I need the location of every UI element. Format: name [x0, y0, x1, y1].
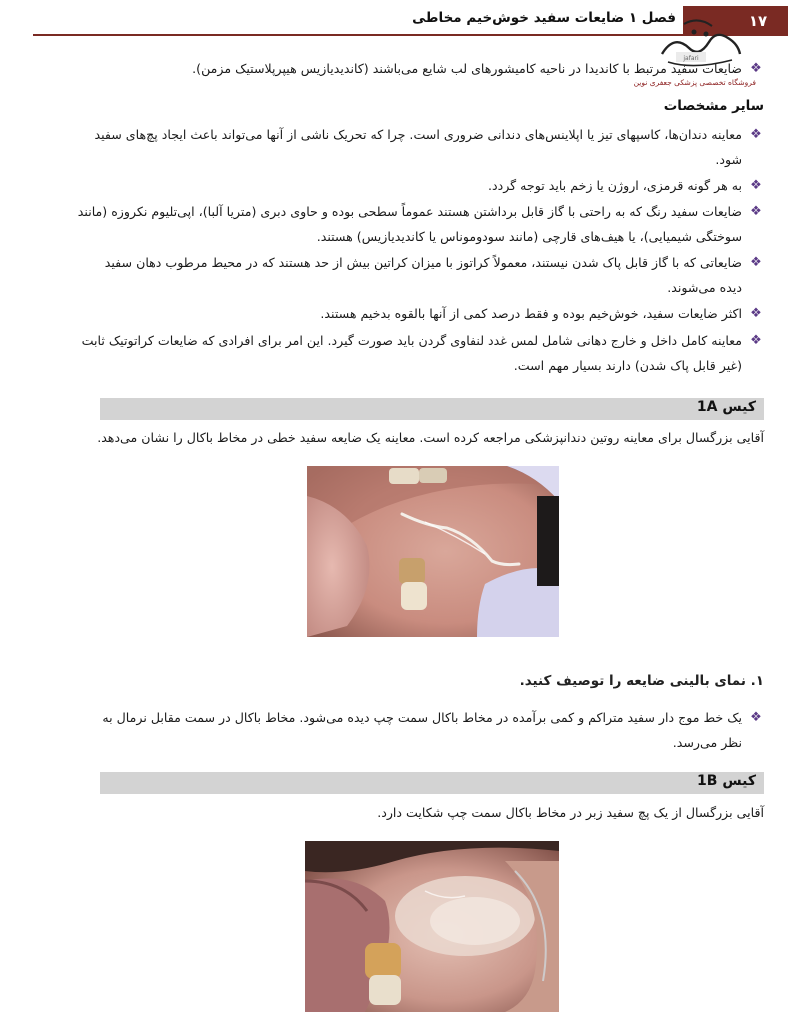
- case-1a-label: کیس 1A: [696, 399, 756, 415]
- diamond-bullet-icon: ❖: [750, 127, 762, 142]
- bullet-text: ضایعات سفید رنگ که به راحتی با گاز قابل برداشتن هستند عموماً سطحی بوده و حاوی دبری (متریا آلبا)، اپی‌تلیوم نکروزه (مانند: [77, 204, 742, 219]
- bullet-text-cont: سوختگی شیمیایی)، یا هیف‌های قارچی (مانند سودوموناس یا کاندیدیازیس) هستند.: [316, 229, 742, 244]
- case-1a-description: آقایی بزرگسال برای معاینه روتین دندانپزشکی مراجعه کرده است. معاینه یک ضایعه سفید خطی در مخاط باکال را نشان می‌دهد.: [97, 430, 764, 445]
- list-item: [24, 122, 764, 172]
- case-1b-mouth-image: [305, 841, 559, 1012]
- section-title: سایر مشخصات: [663, 98, 764, 114]
- diamond-bullet-icon: ❖: [750, 255, 762, 270]
- case-1a-photo: [307, 466, 559, 637]
- diamond-bullet-icon: ❖: [750, 333, 762, 348]
- bullet-text-cont: دیده می‌شوند.: [667, 280, 742, 295]
- logo-url-text: jafari: [683, 55, 699, 62]
- bullet-text: معاینه کامل داخل و خارج دهانی شامل لمس غدد لنفاوی گردن باید صورت گیرد. این امر برای افرادی که ضایعات کراتوتیک ثابت: [81, 333, 742, 348]
- list-item: [24, 301, 764, 326]
- case-1b-photo: [305, 841, 559, 1012]
- page-number: ۱۷: [748, 12, 768, 30]
- list-item: [24, 705, 764, 755]
- case-1b-description: آقایی بزرگسال از یک پچ سفید زبر در مخاط باکال سمت چپ شکایت دارد.: [377, 805, 764, 820]
- chapter-title: فصل ۱ ضایعات سفید خوش‌خیم مخاطی: [412, 10, 676, 26]
- bullet-text: ضایعات سفید مرتبط با کاندیدا در ناحیه کامیشورهای لب شایع می‌باشند (کاندیدیازیس هیپرپلاستیک مزمن).: [192, 61, 742, 76]
- list-item: [24, 328, 764, 378]
- bullet-text-cont: (غیر قابل پاک شدن) دارند بسیار مهم است.: [513, 358, 742, 373]
- case-1a-question: ۱. نمای بالینی ضایعه را توصیف کنید.: [519, 673, 764, 689]
- bullet-text: معاینه دندان‌ها، کاسپهای تیز یا اپلاینس‌های دندانی ضروری است. چرا که تحریک ناشی از آنها می‌تواند باعث ایجاد پچ‌های سفید: [94, 127, 742, 142]
- diamond-bullet-icon: ❖: [750, 306, 762, 321]
- bullet-text: ضایعاتی که با گاز قابل پاک شدن نیستند، معمولاً کراتوز با میزان کراتین بیش از حد هستند که در محیط مرطوب دهان سفید: [104, 255, 742, 270]
- list-item: [24, 173, 764, 198]
- diamond-bullet-icon: ❖: [750, 710, 762, 725]
- list-item: [24, 56, 764, 82]
- bullet-text-cont: نظر می‌رسد.: [672, 735, 742, 750]
- case-1b-label: کیس 1B: [697, 773, 756, 789]
- list-item: [24, 199, 764, 249]
- case-1a-mouth-image: [307, 466, 559, 637]
- list-item: [24, 250, 764, 300]
- case-1b-header: [100, 772, 764, 794]
- diamond-bullet-icon: ❖: [750, 61, 762, 76]
- logo-caption: فروشگاه تخصصی پزشکی جعفری نوین: [633, 78, 756, 87]
- diamond-bullet-icon: ❖: [750, 178, 762, 193]
- case-1a-header: [100, 398, 764, 420]
- bullet-text: اکثر ضایعات سفید، خوش‌خیم بوده و فقط درصد کمی از آنها بالقوه بدخیم هستند.: [320, 306, 742, 321]
- bullet-text: یک خط موج دار سفید متراکم و کمی برآمده در مخاط باکال سمت چپ دیده می‌شود. مخاط باکال در سمت مقابل نرمال به: [102, 710, 742, 725]
- bullet-text: به هر گونه قرمزی، اروژن یا زخم باید توجه گردد.: [488, 178, 742, 193]
- diamond-bullet-icon: ❖: [750, 204, 762, 219]
- bullet-text-cont: شود.: [715, 152, 742, 167]
